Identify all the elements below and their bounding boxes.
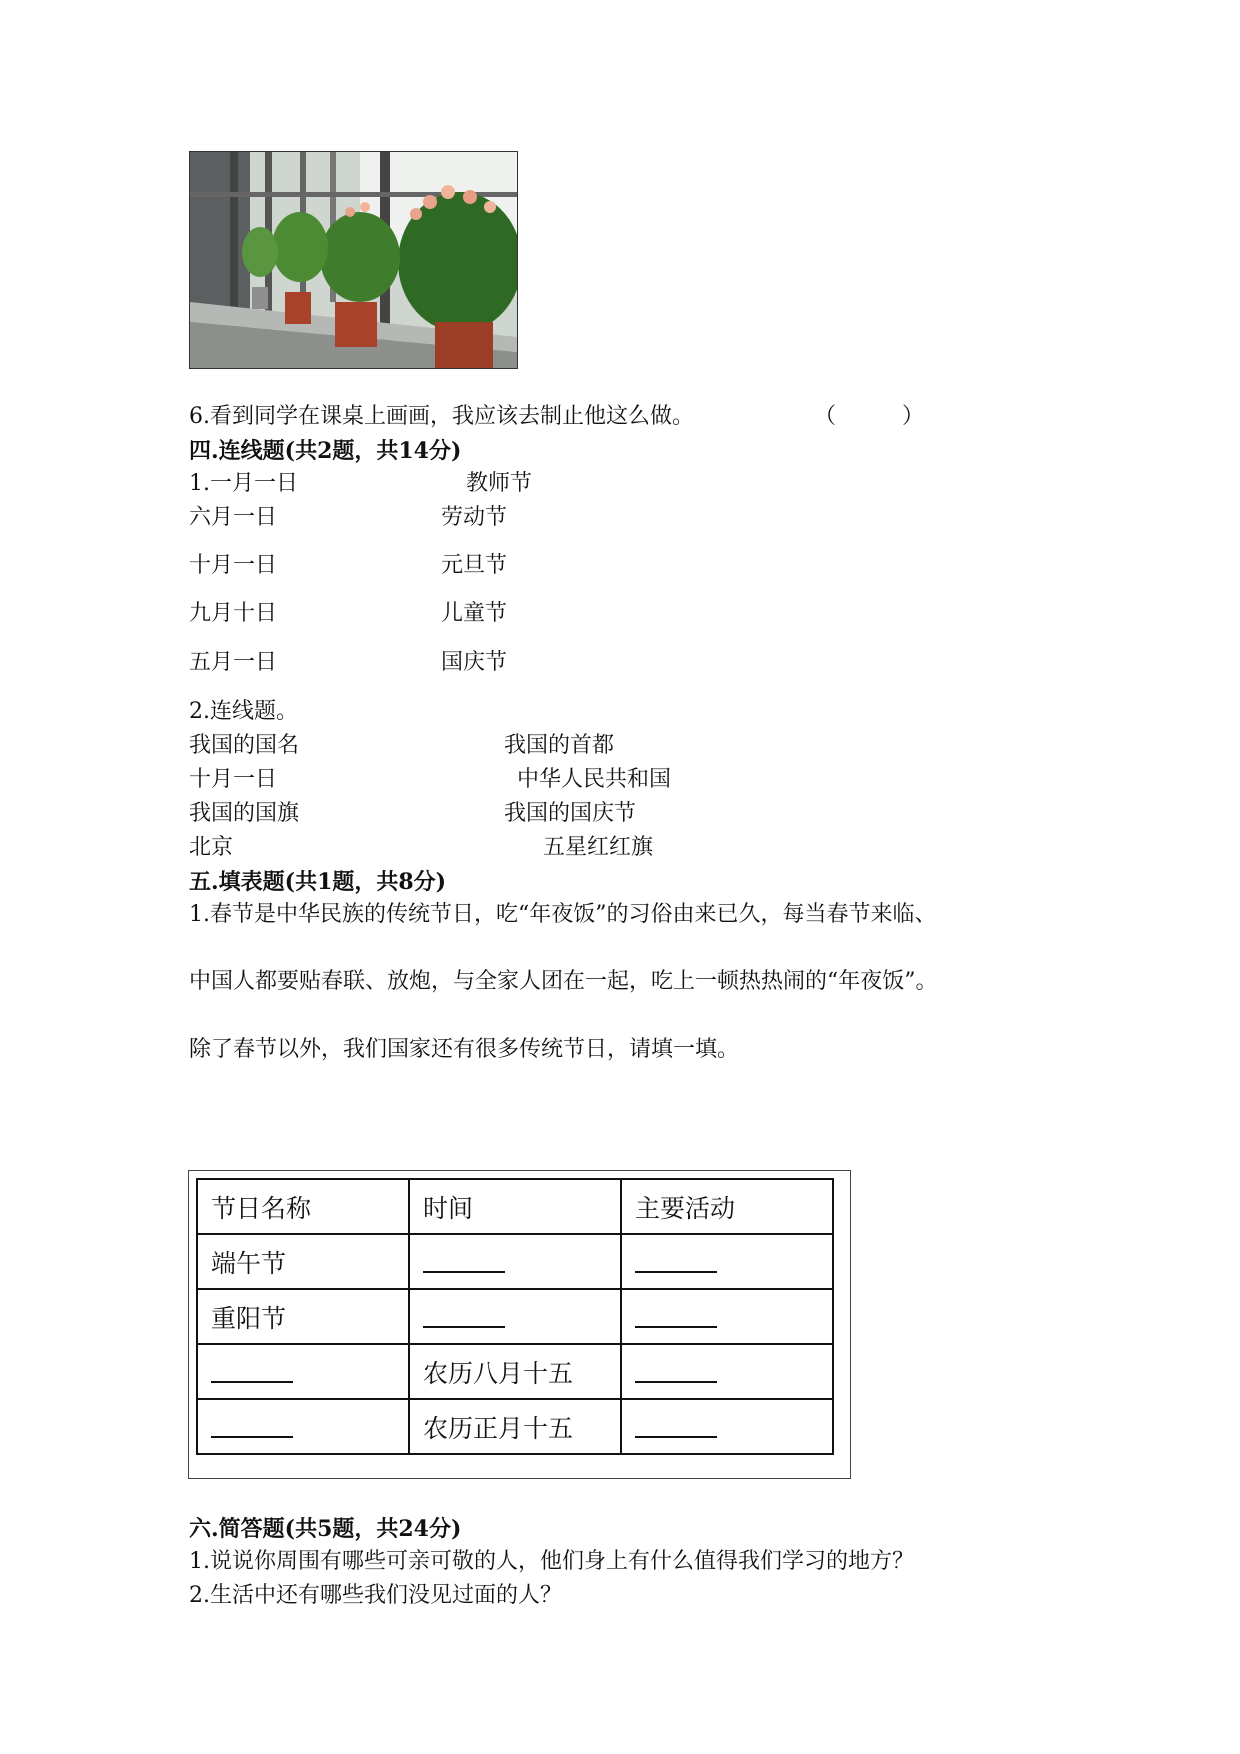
matching-left-item: 九月十日: [189, 601, 278, 626]
blank-line[interactable]: [423, 1253, 505, 1273]
matching-left-item: 1.一月一日: [189, 471, 298, 496]
table-cell: 农历正月十五: [409, 1399, 621, 1454]
table-header-cell: 节日名称: [197, 1179, 409, 1234]
table-header-cell: 时间: [409, 1179, 621, 1234]
table-header-cell: 主要活动: [621, 1179, 833, 1234]
matching-right-item: 我国的首都: [504, 733, 615, 758]
table-row: [197, 1234, 833, 1289]
table-cell: 农历八月十五: [409, 1344, 621, 1399]
table-header-row: [197, 1179, 833, 1234]
flowerpots-photo: [189, 151, 518, 369]
matching-right-item: 劳动节: [441, 505, 508, 530]
matching-left-item: 我国的国旗: [189, 801, 300, 826]
table-cell[interactable]: [197, 1399, 409, 1454]
section-6-title: 六.简答题(共5题，共24分): [189, 1516, 462, 1542]
blank-line[interactable]: [635, 1308, 717, 1328]
matching-left-item: 我国的国名: [189, 733, 300, 758]
table-cell: 端午节: [197, 1234, 409, 1289]
matching-left-item: 十月一日: [189, 767, 278, 792]
table-cell[interactable]: [621, 1399, 833, 1454]
matching-right-item: 儿童节: [441, 601, 508, 626]
table-cell[interactable]: [621, 1234, 833, 1289]
matching-right-item: 中华人民共和国: [517, 767, 672, 792]
section-5-title: 五.填表题(共1题，共8分): [189, 869, 447, 895]
question-6: [189, 402, 694, 432]
table-cell: 重阳节: [197, 1289, 409, 1344]
question-text: 1.说说你周围有哪些可亲可敬的人，他们身上有什么值得我们学习的地方？: [189, 1549, 914, 1574]
festival-table-frame: [188, 1170, 851, 1479]
matching-right-item: 元旦节: [441, 553, 508, 578]
table-cell[interactable]: [197, 1344, 409, 1399]
blank-line[interactable]: [211, 1363, 293, 1383]
table-cell[interactable]: [409, 1289, 621, 1344]
table-row: [197, 1289, 833, 1344]
question-text: 2.生活中还有哪些我们没见过面的人？: [189, 1583, 562, 1608]
matching-left-item: 北京: [189, 835, 234, 860]
matching-left-item: 十月一日: [189, 553, 278, 578]
blank-line[interactable]: [423, 1308, 505, 1328]
question-2-title: 2.连线题。: [189, 699, 298, 724]
blank-line[interactable]: [635, 1418, 717, 1438]
paragraph-line: 中国人都要贴春联、放炮，与全家人团在一起，吃上一顿热热闹的“年夜饭”。: [189, 969, 938, 994]
paragraph-line: 1.春节是中华民族的传统节日，吃“年夜饭”的习俗由来已久，每当春节来临、: [189, 902, 937, 927]
paragraph-line: 除了春节以外，我们国家还有很多传统节日，请填一填。: [189, 1037, 740, 1062]
matching-right-item: 教师节: [466, 471, 533, 496]
table-cell[interactable]: [621, 1344, 833, 1399]
section-4-title: 四.连线题(共2题，共14分): [189, 438, 462, 464]
blank-line[interactable]: [635, 1363, 717, 1383]
table-row: [197, 1399, 833, 1454]
table-cell[interactable]: [621, 1289, 833, 1344]
matching-right-item: 我国的国庆节: [504, 801, 637, 826]
matching-right-item: 五星红红旗: [543, 835, 654, 860]
table-row: [197, 1344, 833, 1399]
table-cell[interactable]: [409, 1234, 621, 1289]
blank-line[interactable]: [635, 1253, 717, 1273]
festival-table: [196, 1178, 834, 1455]
blank-line[interactable]: [211, 1418, 293, 1438]
answer-parentheses: （ ）: [814, 404, 925, 429]
matching-right-item: 国庆节: [441, 650, 508, 675]
matching-left-item: 六月一日: [189, 505, 278, 530]
matching-left-item: 五月一日: [189, 650, 278, 675]
question-6-text: 6.看到同学在课桌上画画，我应该去制止他这么做。: [189, 404, 694, 429]
